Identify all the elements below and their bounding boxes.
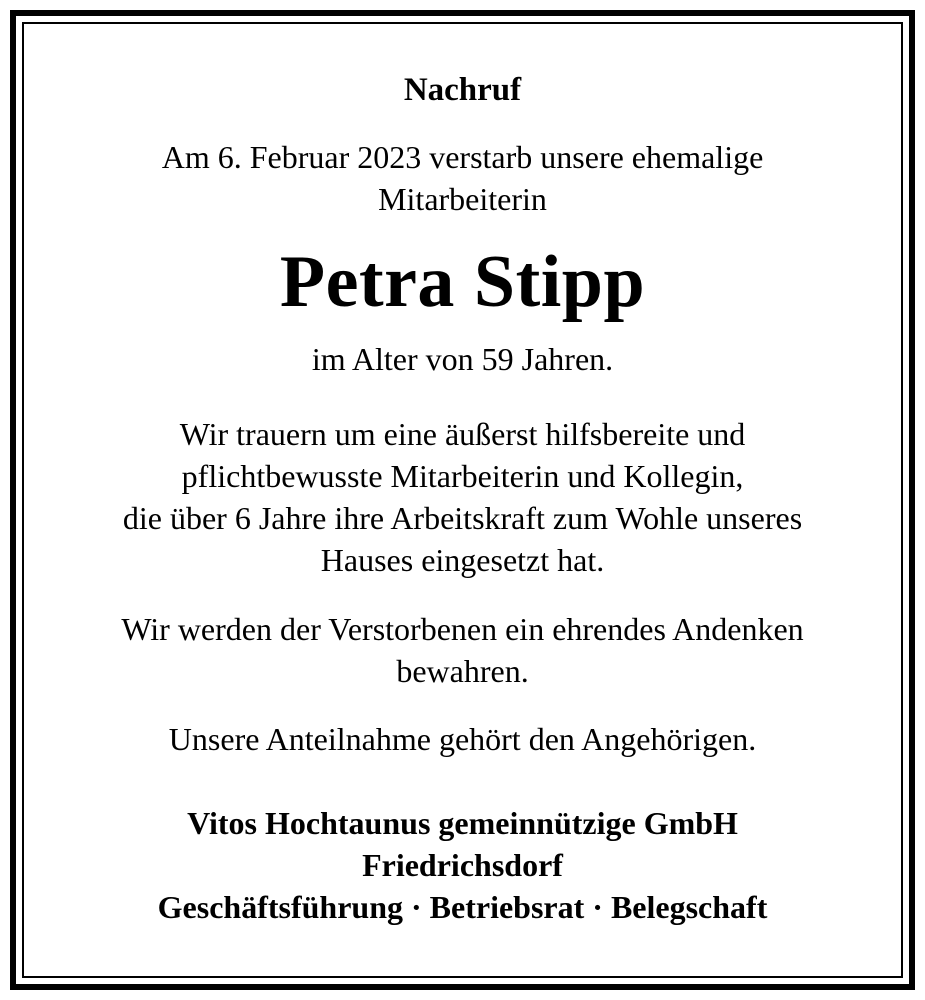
signature-organization: Vitos Hochtaunus gemeinnützige GmbH: [187, 805, 738, 841]
remembrance-line: bewahren.: [396, 653, 529, 689]
remembrance-line: Wir werden der Verstorbenen ein ehrendes Andenken: [121, 611, 804, 647]
signature-groups: Geschäftsführung · Betriebsrat · Belegschaft: [157, 889, 768, 925]
notice-heading: Nachruf: [403, 72, 522, 108]
condolence-line: Unsere Anteilnahme gehört den Angehörigen.: [168, 721, 757, 757]
tribute-line: Wir trauern um eine äußerst hilfsbereite und: [179, 416, 746, 452]
age-line: im Alter von 59 Jahren.: [311, 341, 614, 377]
signature-location: Friedrichsdorf: [362, 847, 563, 883]
tribute-line: die über 6 Jahre ihre Arbeitskraft zum Wohle unseres: [122, 500, 803, 536]
obituary-notice: [24, 24, 901, 976]
intro-line: Mitarbeiterin: [378, 181, 547, 217]
tribute-line: Hauses eingesetzt hat.: [320, 542, 605, 578]
deceased-name: Petra Stipp: [279, 241, 646, 323]
tribute-line: pflichtbewusste Mitarbeiterin und Kollegin,: [181, 458, 744, 494]
intro-line: Am 6. Februar 2023 verstarb unsere ehemalige: [161, 139, 764, 175]
